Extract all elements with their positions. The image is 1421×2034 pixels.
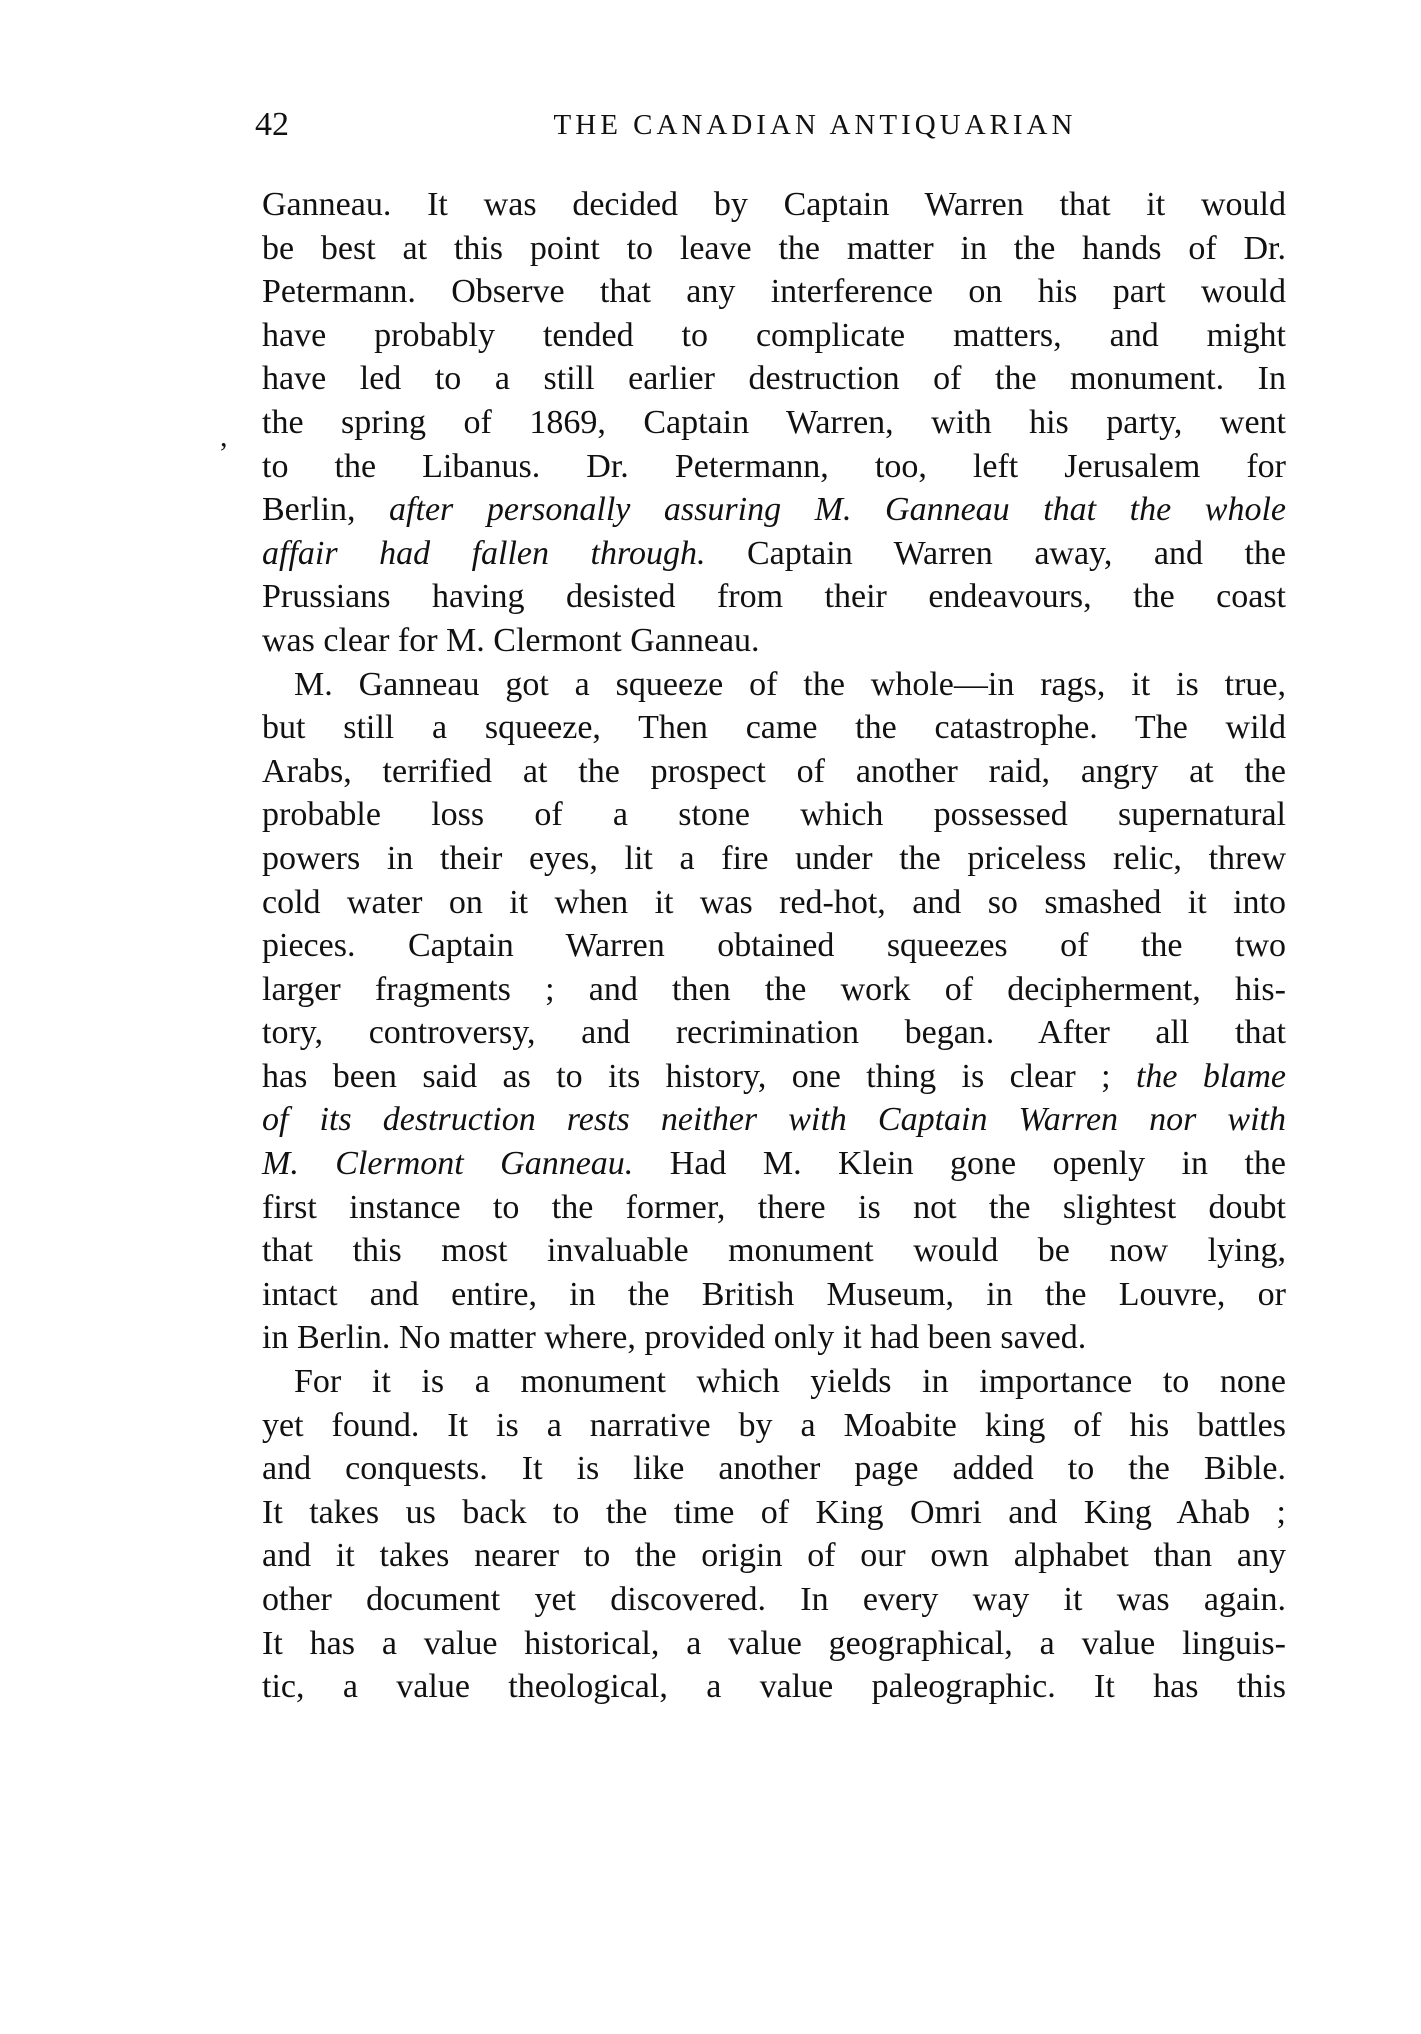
text-line (262, 183, 1286, 227)
text-line (262, 1360, 1286, 1404)
text-run: other document yet discovered. In every way it was again. (262, 1581, 1286, 1618)
text-line (262, 1011, 1286, 1055)
paragraph (262, 1360, 1286, 1709)
text-run: the spring of 1869, Captain Warren, with his party, went (262, 403, 1286, 441)
text-run: Petermann. Observe that any interference on his part would (262, 273, 1286, 311)
text-line (262, 1447, 1286, 1491)
italic-text: affair had fallen through. (262, 534, 706, 572)
italic-text: after personally assuring M. Ganneau that the whole (389, 491, 1286, 529)
text-line (262, 750, 1286, 794)
text-run: pieces. Captain Warren obtained squeezes of the two (262, 927, 1286, 965)
text-run: Had M. Klein gone openly in the (633, 1145, 1286, 1183)
italic-text: the blame (1135, 1057, 1286, 1095)
text-line (262, 924, 1286, 968)
text-run: larger fragments ; and then the work of decipherment, his- (262, 970, 1286, 1008)
paragraph (262, 663, 1286, 1361)
text-line (262, 1578, 1286, 1622)
text-line (262, 837, 1286, 881)
text-run: yet found. It is a narrative by a Moabite king of his battles (262, 1406, 1286, 1444)
text-line (262, 1273, 1286, 1317)
text-run: cold water on it when it was red-hot, and so smashed it into (262, 883, 1286, 921)
text-run: tic, a value theological, a value paleographic. It has this (262, 1668, 1286, 1706)
text-line (262, 445, 1286, 489)
page-number: 42 (255, 106, 289, 143)
text-run: first instance to the former, there is not the slightest doubt (262, 1188, 1286, 1226)
text-line (262, 1055, 1286, 1099)
text-run: and it takes nearer to the origin of our own alphabet than any (262, 1537, 1286, 1575)
text-run: Prussians having desisted from their endeavours, the coast (262, 578, 1286, 616)
text-line (262, 270, 1286, 314)
italic-text: of its destruction rests neither with Captain Warren nor with (262, 1101, 1286, 1139)
text-run: It has a value historical, a value geographical, a value linguis- (262, 1624, 1286, 1662)
text-line (262, 575, 1286, 619)
text-run: have led to a still earlier destruction of the monument. In (262, 360, 1286, 398)
paragraph (262, 183, 1286, 663)
text-line (262, 1534, 1286, 1578)
text-line (262, 1404, 1286, 1448)
text-line (262, 881, 1286, 925)
text-line (262, 1229, 1286, 1273)
text-run: be best at this point to leave the matter in the hands of Dr. (262, 229, 1286, 267)
text-line (262, 619, 1286, 663)
body-text (262, 183, 1286, 1709)
text-run: and conquests. It is like another page added to the Bible. (262, 1450, 1286, 1488)
text-line (262, 1098, 1286, 1142)
text-line (262, 488, 1286, 532)
text-line (262, 314, 1286, 358)
margin-mark: , (220, 420, 228, 453)
text-line (262, 532, 1286, 576)
text-line (262, 1622, 1286, 1666)
text-run: tory, controversy, and recrimination began. After all that (262, 1014, 1286, 1052)
text-run: to the Libanus. Dr. Petermann, too, left Jerusalem for (262, 447, 1286, 485)
text-run: but still a squeeze, Then came the catastrophe. The wild (262, 709, 1286, 747)
text-run: have probably tended to complicate matters, and might (262, 316, 1286, 354)
text-run: Ganneau. It was decided by Captain Warren that it would (262, 186, 1286, 223)
text-line (262, 357, 1286, 401)
text-line (262, 1316, 1286, 1360)
text-run: Arabs, terrified at the prospect of another raid, angry at the (262, 752, 1286, 790)
text-run: in Berlin. No matter where, provided only it had been saved. (262, 1319, 1087, 1357)
text-run: For it is a monument which yields in importance to none (294, 1363, 1286, 1401)
text-line (262, 1142, 1286, 1186)
text-run: Captain Warren away, and the (705, 534, 1286, 572)
text-line (262, 401, 1286, 445)
text-line (262, 227, 1286, 271)
italic-text: M. Clermont Ganneau. (262, 1145, 634, 1183)
page-header (255, 100, 1285, 150)
text-run: It takes us back to the time of King Omri and King Ahab ; (262, 1493, 1286, 1531)
running-head: THE CANADIAN ANTIQUARIAN (553, 109, 1077, 141)
text-line (262, 1665, 1286, 1709)
text-run: probable loss of a stone which possessed supernatural (262, 796, 1286, 834)
text-line (262, 1186, 1286, 1230)
text-line (262, 706, 1286, 750)
text-line (262, 968, 1286, 1012)
text-run: intact and entire, in the British Museum, in the Louvre, or (262, 1275, 1286, 1313)
text-run: was clear for M. Clermont Ganneau. (262, 621, 760, 659)
text-run: powers in their eyes, lit a fire under the priceless relic, threw (262, 839, 1286, 877)
text-line (262, 793, 1286, 837)
text-line (262, 663, 1286, 707)
text-run: has been said as to its history, one thing is clear ; (262, 1057, 1136, 1095)
text-run: that this most invaluable monument would be now lying, (262, 1232, 1286, 1270)
text-line (262, 1491, 1286, 1535)
text-run: M. Ganneau got a squeeze of the whole—in rags, it is true, (294, 665, 1286, 703)
text-run: Berlin, (262, 491, 390, 529)
